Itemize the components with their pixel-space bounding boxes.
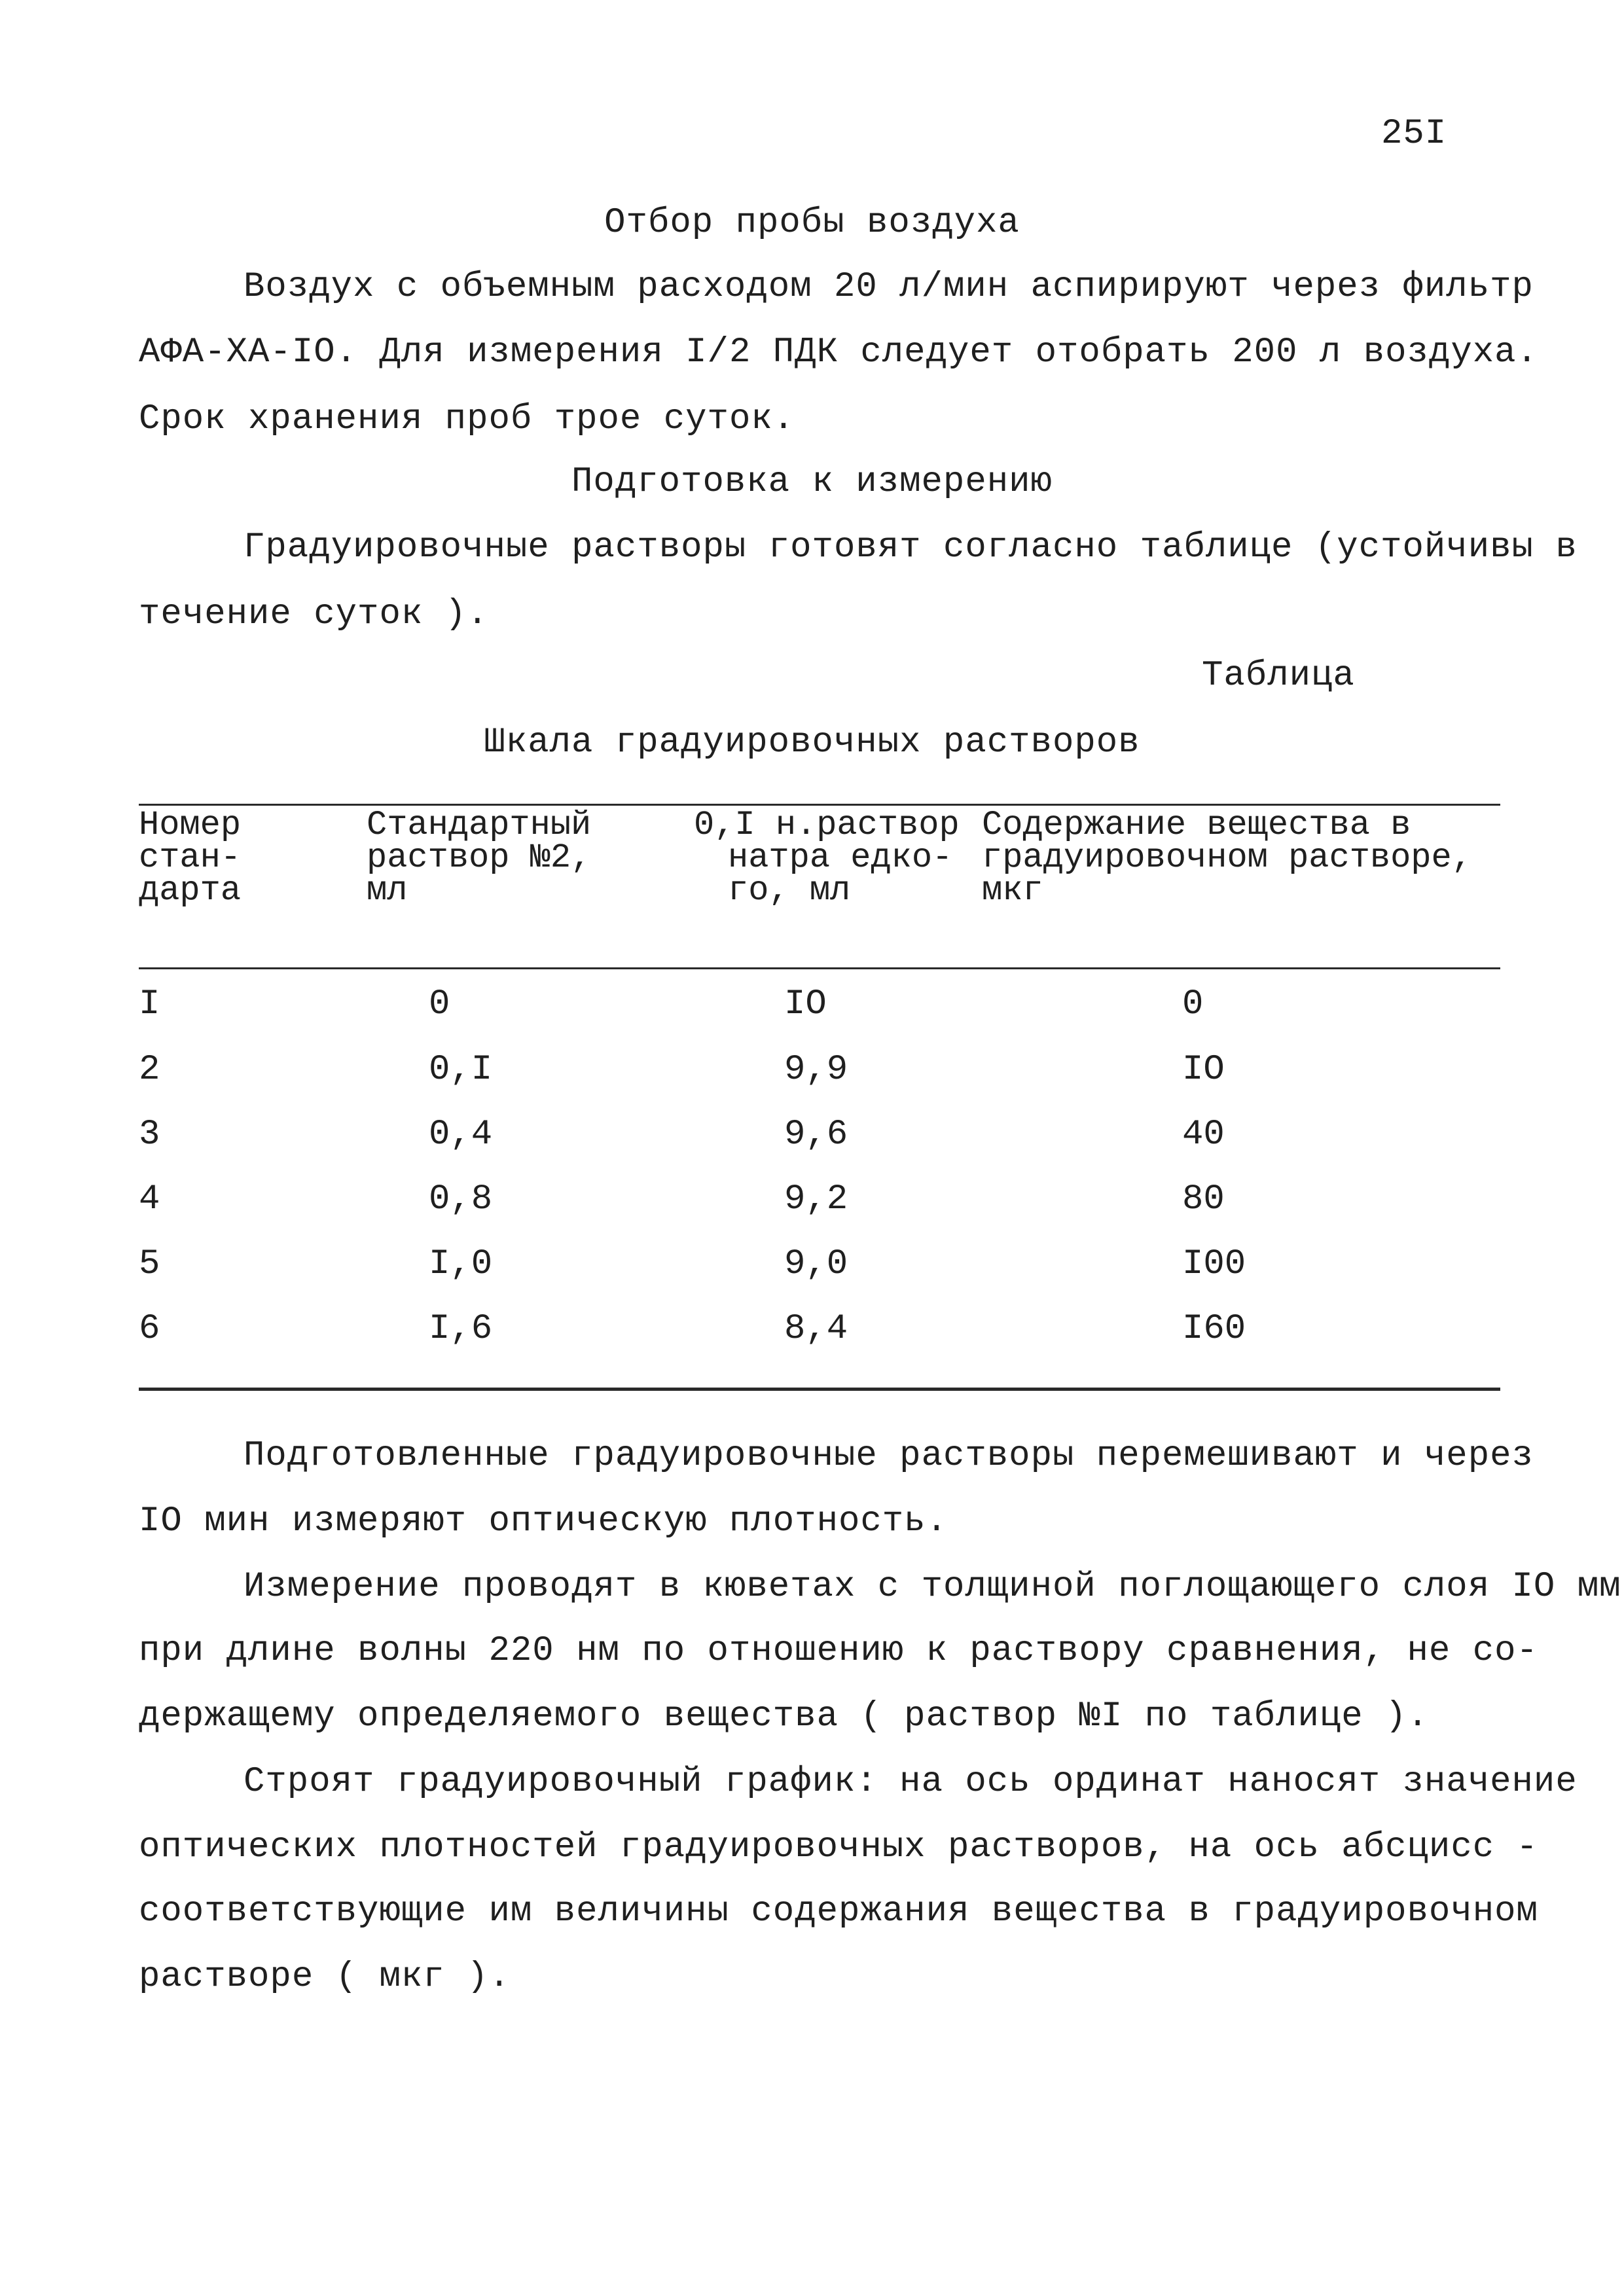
paragraph-line: держащему определяемого вещества ( раствор №I по таблице ). [139, 1696, 1429, 1736]
table-cell: 40 [1182, 1115, 1225, 1155]
table-header-rule [139, 967, 1500, 969]
table-cell: 8,4 [784, 1309, 848, 1349]
table-cell: 0,4 [429, 1115, 493, 1155]
paragraph-line: АФА-ХА-IO. Для измерения I/2 ПДК следует отобрать 200 л воздуха. [139, 332, 1538, 372]
paragraph-line: Воздух с объемным расходом 20 л/мин аспирируют через фильтр [244, 267, 1534, 307]
table-cell: 0 [429, 984, 450, 1024]
table-cell: 0,8 [429, 1179, 493, 1219]
table-cell: I60 [1182, 1309, 1246, 1349]
table-bottom-rule [139, 1388, 1500, 1391]
paragraph-line: Измерение проводят в кюветах с толщиной поглощающего слоя IO мм [244, 1567, 1621, 1607]
table-cell: 6 [139, 1309, 160, 1349]
table-cell: 9,9 [784, 1050, 848, 1090]
paragraph-line: растворе ( мкг ). [139, 1957, 511, 1997]
preparation-title: Подготовка к измерению [571, 462, 1053, 502]
table-header-col-4: Содержание вещества в градуировочном растворе, мкг [982, 806, 1472, 910]
table-cell: 9,2 [784, 1179, 848, 1219]
table-cell: 0 [1182, 984, 1204, 1024]
table-header-col-2: Стандартный раствор №2, мл [367, 806, 592, 910]
paragraph-line: при длине волны 220 нм по отношению к раствору сравнения, не со- [139, 1631, 1538, 1671]
paragraph-line: течение суток ). [139, 594, 489, 634]
paragraph-line: Градуировочные растворы готовят согласно таблице (устойчивы в [244, 528, 1578, 567]
table-cell: I [139, 984, 160, 1024]
table-cell: 2 [139, 1050, 160, 1090]
table-cell: I,6 [429, 1309, 493, 1349]
table-cell: IO [1182, 1050, 1225, 1090]
table-cell: 5 [139, 1244, 160, 1284]
table-cell: 80 [1182, 1179, 1225, 1219]
table-cell: 0,I [429, 1050, 493, 1090]
table-cell: I00 [1182, 1244, 1246, 1284]
air-sampling-title: Отбор пробы воздуха [604, 203, 1020, 243]
table-cell: 9,0 [784, 1244, 848, 1284]
table-header-col-3: 0,I н.раствор натра едко- го, мл [694, 806, 960, 910]
table-cell: I,0 [429, 1244, 493, 1284]
paragraph-line: Подготовленные градуировочные растворы перемешивают и через [244, 1436, 1534, 1476]
table-label: Таблица [1202, 656, 1355, 696]
paragraph-line: оптических плотностей градуировочных растворов, на ось абсцисс - [139, 1827, 1538, 1867]
paragraph-line: Срок хранения проб трое суток. [139, 399, 795, 439]
paragraph-line: Строят градуировочный график: на ось ординат наносят значение [244, 1762, 1578, 1802]
table-header-col-1: Номер стан- дарта [139, 806, 242, 910]
table-cell: 3 [139, 1115, 160, 1155]
paragraph-line: IO мин измеряют оптическую плотность. [139, 1501, 948, 1541]
table-cell: 9,6 [784, 1115, 848, 1155]
table-title: Шкала градуировочных растворов [484, 723, 1140, 762]
table-cell: IO [784, 984, 827, 1024]
page-number: 25I [1381, 114, 1447, 154]
paragraph-line: соответствующие им величины содержания вещества в градуировочном [139, 1892, 1538, 1931]
table-cell: 4 [139, 1179, 160, 1219]
